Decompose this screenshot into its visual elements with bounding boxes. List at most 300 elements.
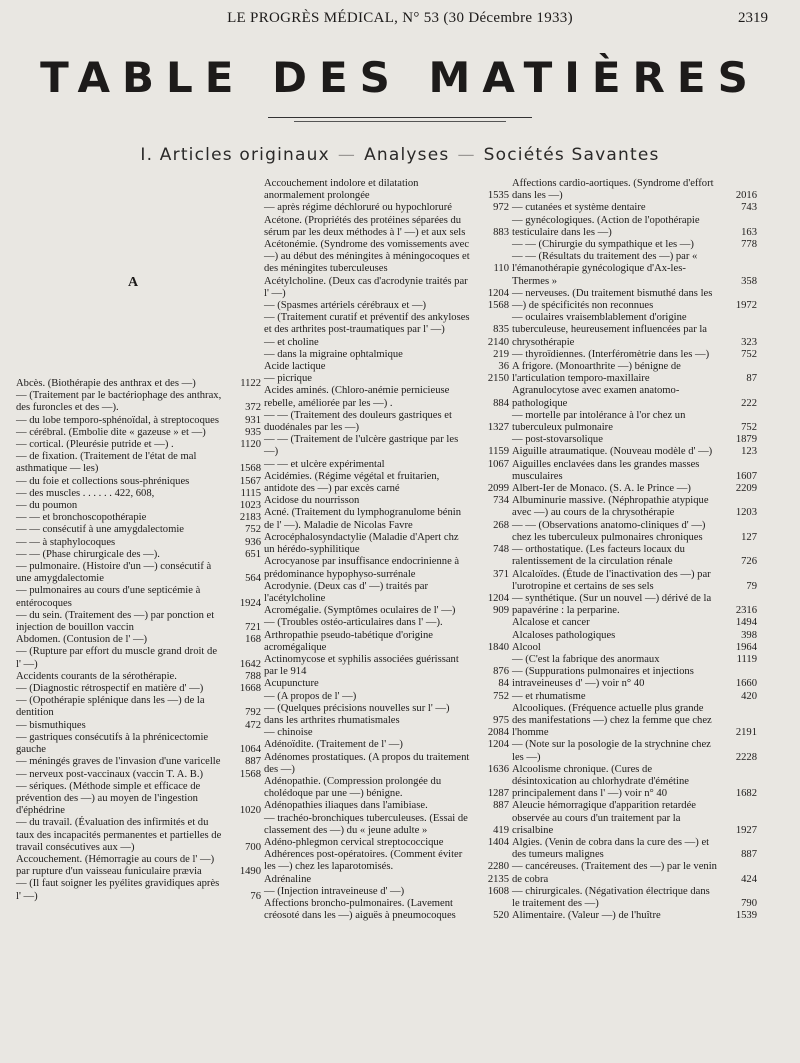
index-entry	[264, 776, 509, 800]
entry-text: — bismuthiques	[16, 719, 86, 731]
entry-page: 700	[245, 841, 261, 853]
entry-page: 372	[245, 402, 261, 414]
index-entry	[512, 617, 757, 629]
running-header	[0, 10, 800, 32]
entry-text: Abcès. (Biothérapie des anthrax et des —)	[16, 378, 196, 389]
entry-text: — — (Phase chirurgicale des —).	[16, 548, 160, 560]
entry-text: — oculaires vraisemblablement d'origine tuberculeuse, heureusement influencées par la chrysothérapie	[512, 312, 708, 348]
entry-page: 935	[245, 426, 261, 438]
entry-text: Adénomes prostatiques. (A propos du traitement des —)	[264, 751, 470, 775]
entry-page: 1159	[488, 446, 509, 458]
entry-text: — (Spasmes artériels cérébraux et —)	[264, 300, 427, 312]
index-entry	[264, 239, 509, 276]
index-entry	[264, 385, 509, 409]
entry-page: 721	[245, 622, 261, 634]
entry-text: Affections broncho-pulmonaires. (Lavement créosoté dans les —) aiguës à pneumocoques	[264, 897, 456, 922]
index-column-1	[16, 378, 261, 903]
entry-page: 792	[245, 707, 261, 719]
entry-text: — (Il faut soigner les pyélites gravidiques après l' —)	[16, 878, 220, 902]
entry-text: Acrocéphalosyndactylie (Maladie d'Apert chz un hérédo-syphilitique	[264, 531, 459, 556]
entry-text: Acidose du nourrisson	[264, 495, 360, 507]
entry-page: 2228	[735, 751, 757, 763]
entry-page: 1568	[487, 300, 509, 312]
entry-page: 222	[741, 397, 757, 409]
entry-text: — (Quelques précisions nouvelles sur l' —) dans les arthrites rhumatismales	[264, 702, 450, 726]
index-entry	[264, 202, 509, 214]
entry-page: 1122	[240, 378, 261, 389]
entry-page: 219	[493, 348, 509, 360]
entry-page: 1020	[239, 805, 261, 817]
entry-page: 398	[741, 629, 757, 641]
entry-page: 472	[245, 719, 261, 731]
index-entry	[264, 874, 509, 886]
entry-page: 752	[741, 422, 757, 434]
entry-text: — du poumon	[16, 500, 78, 512]
entry-page: 936	[245, 536, 261, 548]
entry-page: 424	[741, 873, 757, 885]
entry-text: — — et ulcère expérimental	[264, 458, 385, 470]
index-entry	[512, 544, 757, 568]
entry-text: Alcaloses pathologiques	[512, 629, 616, 641]
index-entry	[16, 585, 261, 609]
entry-page: 752	[741, 348, 757, 360]
entry-page: 420	[741, 690, 757, 702]
index-entry	[264, 678, 509, 690]
index-entry	[264, 898, 509, 922]
entry-page: 76	[250, 890, 261, 902]
index-entry	[512, 861, 757, 885]
entry-text: Adénopathie. (Compression prolongée du cholédoque par une —) bénigne.	[264, 775, 442, 800]
entry-page: 931	[245, 414, 261, 426]
entry-page: 1115	[240, 487, 261, 499]
entry-text: — — (Traitement des douleurs gastriques et duodénales par les —)	[264, 409, 452, 434]
index-entry	[512, 312, 757, 349]
index-entry	[16, 561, 261, 585]
entry-page: 110	[493, 263, 509, 275]
entry-page: 564	[245, 573, 261, 585]
index-entry	[16, 854, 261, 878]
entry-page: 1120	[240, 439, 261, 451]
entry-page: 883	[493, 226, 509, 238]
entry-page: 1064	[239, 744, 261, 756]
entry-page: 1204	[487, 287, 509, 299]
entry-text: Alcool	[512, 641, 541, 653]
index-entry	[264, 605, 509, 617]
entry-page: 2209	[735, 483, 757, 495]
entry-page: 1023	[239, 500, 261, 512]
entry-page: 752	[245, 524, 261, 536]
entry-text: — nerveux post-vaccinaux (vaccin T. A. B.)	[16, 768, 203, 780]
entry-text: Alcoolisme chronique. (Cures de désintoxication au chlorhydrate d'émétine principalement dans l' —) voir n° 40	[512, 763, 689, 800]
entry-text: Adhérences post-opératoires. (Comment éviter les —) chez les laparotomisés.	[264, 849, 463, 873]
index-entry	[16, 634, 261, 646]
entry-text: Algies. (Venin de cobra dans la cure des —) et des tumeurs malignes	[512, 836, 710, 861]
index-entry	[16, 524, 261, 536]
entry-page: 2140	[487, 336, 509, 348]
entry-text: Accidents courants de la sérothérapie.	[16, 670, 177, 682]
entry-text: — (A propos de l' —)	[264, 690, 357, 702]
entry-page: 975	[493, 714, 509, 726]
index-entry	[512, 288, 757, 312]
entry-text: — des muscles . . . . . . 422, 608,	[16, 487, 155, 499]
entry-page: 2135	[487, 873, 509, 885]
index-entry	[264, 361, 509, 373]
entry-page: 1490	[239, 866, 261, 878]
entry-text: Aiguille atraumatique. (Nouveau modèle d' —)	[512, 446, 713, 458]
entry-page: 835	[493, 324, 509, 336]
entry-page: 79	[746, 580, 757, 592]
entry-text: Adéno-phlegmon cervical streptococcique	[264, 836, 444, 848]
entry-text: — nerveuses. (Du traitement bismuthé dans les —) de spécificités non reconnues	[512, 287, 713, 312]
index-entry	[264, 739, 509, 751]
entry-text: — cancéreuses. (Traitement des —) par le venin de cobra	[512, 861, 717, 885]
entry-text: — (Traitement curatif et préventif des ankyloses et des arthrites post-traumatiques par l' —)	[264, 312, 470, 336]
entry-page: 1327	[487, 422, 509, 434]
entry-page: 734	[493, 495, 509, 507]
index-entry	[16, 671, 261, 683]
index-entry	[512, 654, 757, 666]
entry-text: — chirurgicales. (Négativation électrique dans le traitement des —)	[512, 885, 710, 909]
index-entry	[264, 654, 509, 678]
index-entry	[16, 488, 261, 500]
section-heading: I. Articles originaux — Analyses — Sociétés Savantes	[140, 145, 660, 165]
entry-page: 1608	[487, 885, 509, 897]
entry-text: — et choline	[264, 336, 319, 348]
entry-text: — — (Résultats du traitement des —) par « l'émanothérapie gynécologique d'Ax-les-Thermes »	[512, 251, 698, 287]
entry-page: 1204	[487, 592, 509, 604]
entry-page: 876	[493, 666, 509, 678]
running-title: LE PROGRÈS MÉDICAL, N° 53 (30 Décembre 1933)	[227, 10, 573, 26]
entry-text: — — à staphylocoques	[16, 536, 116, 548]
entry-page: 1119	[736, 653, 757, 665]
entry-text: Aleucie hémorragique d'apparition retardée observée au cours d'un traitement par la crisalbine	[512, 800, 696, 836]
entry-text: Agranulocytose avec examen anatomo-pathologique	[512, 385, 680, 409]
index-entry	[512, 642, 757, 654]
index-entry	[512, 410, 757, 434]
entry-text: Abdomen. (Contusion de l' —)	[16, 634, 148, 646]
entry-page: 268	[493, 519, 509, 531]
index-entry	[264, 178, 509, 202]
index-entry	[264, 312, 509, 336]
entry-page: 788	[245, 670, 261, 682]
entry-text: — gynécologiques. (Action de l'opothérapie testiculaire dans les —)	[512, 214, 700, 238]
index-entry	[16, 756, 261, 768]
entry-text: — pulmonaires au cours d'une septicémie à entérocoques	[16, 585, 201, 609]
index-entry	[16, 439, 261, 451]
entry-text: Albert-Ier de Monaco. (S. A. le Prince —)	[512, 483, 691, 495]
entry-text: Acétone. (Propriétés des protéines séparées du sérum par les deux méthodes à l' —) et aux sels	[264, 214, 466, 238]
page-number: 2319	[738, 10, 768, 26]
alphabet-letter: A	[128, 275, 139, 290]
entry-page: 651	[245, 548, 261, 560]
index-column-3	[512, 178, 757, 922]
entry-page: 36	[498, 361, 509, 373]
index-entry	[264, 373, 509, 385]
entry-text: Acides aminés. (Chloro-anémie pernicieuse rebelle, améliorée par les —) .	[264, 385, 450, 409]
entry-text: — (Troubles ostéo-articulaires dans l' —). Arthropathie pseudo-tabétique d'origine acromégalique	[264, 617, 443, 653]
entry-text: — — (Observations anatomo-cliniques d' —) chez les tuberculeux pulmonaires chroniques	[512, 519, 706, 543]
index-entry	[264, 556, 509, 580]
entry-page: 1964	[735, 641, 757, 653]
entry-text: Accouchement indolore et dilatation anormalement prolongée	[264, 178, 419, 202]
entry-text: — cérébral. (Embolie dite « gazeuse » et —)	[16, 426, 206, 438]
index-entry	[16, 695, 261, 719]
index-entry	[264, 300, 509, 312]
index-entry	[264, 727, 509, 739]
entry-page: 1972	[735, 300, 757, 312]
entry-text: Acidémies. (Régime végétal et fruitarien, antidote des —) par excès carné	[264, 470, 440, 495]
index-entry	[16, 500, 261, 512]
index-entry	[264, 410, 509, 434]
entry-text: — (Traitement par le bactériophage des anthrax, des furoncles et des —).	[16, 390, 222, 414]
entry-text: Adénopathies iliaques dans l'amibiase.	[264, 800, 428, 812]
entry-page: 743	[741, 202, 757, 214]
entry-text: Alimentaire. (Valeur —) de l'huître	[512, 910, 661, 922]
entry-text: — pulmonaire. (Histoire d'un —) consécutif à une amygdalectomie	[16, 561, 212, 585]
entry-text: — — consécutif à une amygdalectomie	[16, 524, 184, 536]
entry-page: 726	[741, 556, 757, 568]
index-entry	[512, 385, 757, 409]
entry-text: — du lobe temporo-sphénoïdal, à streptocoques	[16, 414, 219, 426]
index-entry	[264, 434, 509, 458]
entry-page: 887	[493, 800, 509, 812]
entry-text: — (Note sur la posologie de la strychnine chez les —)	[512, 739, 711, 763]
index-entry	[512, 910, 757, 922]
entry-page: 1535	[487, 190, 509, 202]
index-entry	[512, 483, 757, 495]
index-entry	[264, 532, 509, 556]
entry-text: — (Opothérapie splénique dans les —) de la dentition	[16, 695, 205, 719]
entry-page: 2316	[735, 605, 757, 617]
entry-page: 1607	[735, 470, 757, 482]
entry-page: 1879	[735, 434, 757, 446]
index-entry	[512, 446, 757, 458]
entry-page: 884	[493, 397, 509, 409]
entry-text: Acrodynie. (Deux cas d' —) traités par l'acétylcholine	[264, 580, 428, 604]
entry-text: — (Rupture par effort du muscle grand droit de l' —)	[16, 646, 218, 670]
index-entry	[264, 507, 509, 531]
entry-text: Adénoïdite. (Traitement de l' —)	[264, 739, 403, 751]
entry-page: 84	[498, 678, 509, 690]
entry-page: 887	[245, 756, 261, 768]
index-entry	[16, 390, 261, 414]
section-part1: I. Articles originaux	[140, 145, 330, 165]
entry-text: Alcooliques. (Fréquence actuelle plus grande des manifestations —) chez la femme que chez l'homme	[512, 702, 712, 739]
entry-page: 87	[746, 373, 757, 385]
entry-text: — — et bronchoscopothérapie	[16, 512, 147, 524]
entry-page: 1404	[487, 836, 509, 848]
entry-text: — — (Traitement de l'ulcère gastrique par les —)	[264, 434, 459, 458]
index-entry	[16, 476, 261, 488]
entry-text: Adrénaline	[264, 873, 312, 885]
entry-text: A frigore. (Monoarthrite —) bénigne de l'articulation temporo-maxillaire	[512, 361, 681, 385]
entry-text: — — (Chirurgie du sympathique et les —)	[512, 239, 694, 251]
index-entry	[512, 703, 757, 740]
index-entry	[16, 451, 261, 475]
entry-text: — (Injection intraveineuse d' —)	[264, 885, 405, 897]
entry-page: 909	[493, 605, 509, 617]
index-entry	[264, 349, 509, 361]
index-entry	[512, 349, 757, 361]
index-entry	[264, 337, 509, 349]
entry-text: — de fixation. (Traitement de l'état de mal asthmatique — les)	[16, 451, 197, 475]
entry-text: — du foie et collections sous-phréniques	[16, 475, 190, 487]
entry-page: 2016	[735, 190, 757, 202]
entry-page: 1494	[735, 617, 757, 629]
index-entry	[264, 581, 509, 605]
entry-text: — sériques. (Méthode simple et efficace de prévention des —) au moyen de l'ingestion d'éphédrine	[16, 780, 201, 817]
index-entry	[264, 215, 509, 239]
entry-text: Actinomycose et syphilis associées guérissant par le 914	[264, 653, 459, 678]
entry-page: 2183	[239, 512, 261, 524]
entry-text: — (Diagnostic rétrospectif en matière d' —)	[16, 683, 204, 695]
index-entry	[16, 781, 261, 818]
entry-text: — thyroïdiennes. (Interféromètrie dans les —)	[512, 348, 710, 360]
index-entry	[16, 769, 261, 781]
index-entry	[264, 617, 509, 654]
entry-page: 2150	[487, 373, 509, 385]
entry-page: 2191	[735, 727, 757, 739]
entry-page: 371	[493, 568, 509, 580]
index-entry	[512, 202, 757, 214]
index-entry	[16, 683, 261, 695]
index-entry	[512, 251, 757, 288]
entry-text: Accouchement. (Hémorragie au cours de l' —) par rupture d'un vaisseau funiculaire prævia	[16, 853, 215, 878]
index-entry	[264, 813, 509, 837]
entry-text: Alcalose et cancer	[512, 617, 590, 629]
index-entry	[16, 646, 261, 670]
entry-page: 1568	[239, 768, 261, 780]
entry-text: Acétonémie. (Syndrome des vomissements avec —) au début des méningites à méningocoques et des méningites tuberculeuses	[264, 239, 470, 275]
section-part2: Analyses	[364, 145, 450, 165]
index-entry	[264, 276, 509, 300]
index-entry	[512, 434, 757, 446]
entry-text: Alcaloïdes. (Étude de l'inactivation des —) par l'urotropine et certains de ses sels	[512, 568, 711, 592]
index-entry	[512, 593, 757, 617]
entry-text: Acupuncture	[264, 678, 319, 690]
index-entry	[512, 239, 757, 251]
entry-page: 2084	[487, 727, 509, 739]
entry-text: — mortelle par intolérance à l'or chez un tuberculeux pulmonaire	[512, 409, 686, 434]
index-entry	[512, 886, 757, 910]
entry-text: — méningés graves de l'invasion d'une varicelle	[16, 756, 221, 768]
index-entry	[16, 512, 261, 524]
entry-page: 323	[741, 336, 757, 348]
index-entry	[512, 764, 757, 801]
title-rule	[268, 117, 532, 118]
entry-text: — synthétique. (Sur un nouvel —) dérivé de la papavérine : la perparine.	[512, 592, 712, 617]
entry-page: 419	[493, 824, 509, 836]
entry-page: 1840	[487, 641, 509, 653]
index-entry	[264, 849, 509, 873]
index-entry	[264, 471, 509, 495]
index-entry	[512, 837, 757, 861]
entry-page: 1924	[239, 597, 261, 609]
index-column-2	[264, 178, 509, 922]
index-entry	[264, 800, 509, 812]
entry-text: Affections cardio-aortiques. (Syndrome d'effort dans les —)	[512, 178, 714, 202]
entry-page: 752	[493, 690, 509, 702]
index-entry	[512, 520, 757, 544]
entry-text: Acrocyanose par insuffisance endocrinienne à prédominance hypophyso-surrénale	[264, 556, 460, 580]
entry-text: Acné. (Traitement du lymphogranulome bénin de l' —). Maladie de Nicolas Favre	[264, 507, 462, 531]
entry-page: 123	[741, 446, 757, 458]
entry-text: — trachéo-bronchiques tuberculeuses. (Essai de classement des —) du « jeune adulte »	[264, 812, 468, 836]
entry-page: 168	[245, 634, 261, 646]
index-entry	[264, 703, 509, 727]
entry-text: Acide lactique	[264, 361, 326, 373]
entry-page: 1203	[735, 507, 757, 519]
entry-text: Albuminurie massive. (Néphropathie atypique avec —) au cours de la chrysothérapie	[512, 495, 709, 519]
index-entry	[16, 549, 261, 561]
entry-page: 1636	[487, 763, 509, 775]
index-entry	[264, 837, 509, 849]
index-entry	[264, 752, 509, 776]
index-entry	[16, 720, 261, 732]
index-entry	[16, 610, 261, 634]
entry-page: 1287	[487, 788, 509, 800]
entry-page: 748	[493, 544, 509, 556]
index-entry	[512, 495, 757, 519]
index-entry	[16, 427, 261, 439]
entry-page: 1682	[735, 788, 757, 800]
index-entry	[16, 415, 261, 427]
index-entry	[512, 178, 757, 202]
entry-page: 1539	[735, 910, 757, 922]
index-entry	[16, 378, 261, 390]
entry-page: 1067	[487, 458, 509, 470]
entry-page: 358	[741, 275, 757, 287]
entry-page: 778	[741, 239, 757, 251]
entry-page: 1927	[735, 824, 757, 836]
index-entry	[264, 459, 509, 471]
index-entry	[512, 739, 757, 763]
entry-text: — (C'est la fabrique des anormaux	[512, 653, 660, 665]
entry-text: — du travail. (Évaluation des infirmités et du taux des incapacités permanentes et partielles de travail consécutives aux —)	[16, 817, 222, 853]
entry-text: Acétylcholine. (Deux cas d'acrodynie traités par l' —)	[264, 275, 468, 299]
index-entry	[264, 886, 509, 898]
index-entry	[512, 630, 757, 642]
index-entry	[512, 459, 757, 483]
index-entry	[264, 495, 509, 507]
entry-text: — et rhumatisme	[512, 690, 586, 702]
entry-text: — orthostatique. (Les facteurs locaux du ralentissement de la circulation rénale	[512, 544, 685, 568]
entry-page: 790	[741, 897, 757, 909]
entry-text: — cortical. (Pleurésie putride et —) .	[16, 439, 174, 451]
entry-text: — picrique	[264, 373, 312, 385]
index-entry	[16, 817, 261, 854]
entry-page: 1568	[239, 463, 261, 475]
entry-page: 1642	[239, 658, 261, 670]
entry-text: — (Suppurations pulmonaires et injections intraveineuses d' —) voir n° 40	[512, 666, 694, 690]
entry-page: 520	[493, 910, 509, 922]
index-entry	[512, 361, 757, 385]
entry-page: 972	[493, 202, 509, 214]
entry-text: — après régime déchloruré ou hypochloruré	[264, 202, 452, 214]
title-rule-secondary	[294, 121, 506, 122]
entry-page: 2099	[487, 483, 509, 495]
entry-text: — gastriques consécutifs à la phrénicectomie gauche	[16, 731, 209, 756]
entry-text: — dans la migraine ophtalmique	[264, 348, 403, 360]
entry-page: 1660	[735, 678, 757, 690]
entry-text: — cutanées et système dentaire	[512, 202, 646, 214]
entry-page: 163	[741, 226, 757, 238]
index-entry	[16, 732, 261, 756]
entry-page: 1668	[239, 683, 261, 695]
index-entry	[512, 691, 757, 703]
index-entry	[16, 878, 261, 902]
index-entry	[16, 537, 261, 549]
